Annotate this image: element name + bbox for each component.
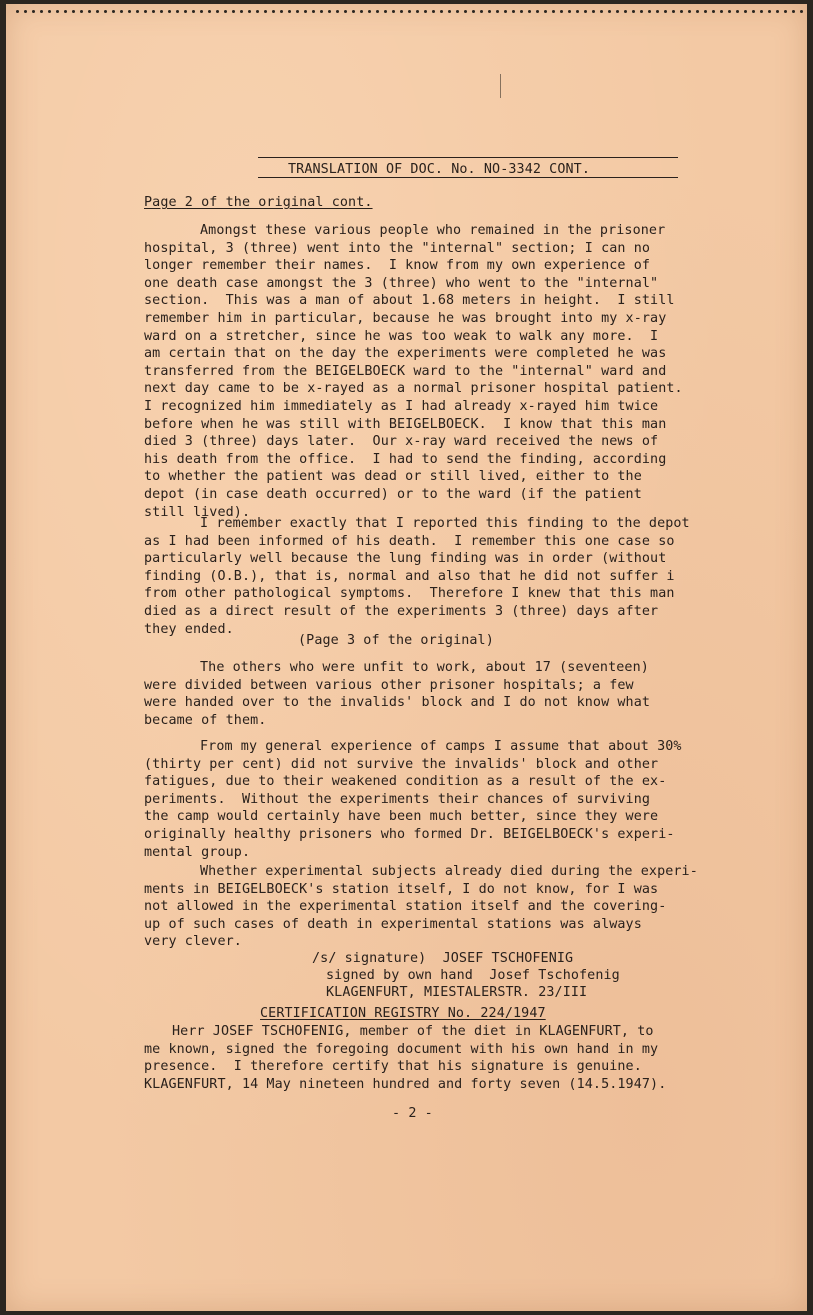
paragraph-1-line: one death case amongst the 3 (three) who went to the "internal" [144, 275, 659, 291]
perforation-hole [544, 10, 547, 13]
perforation-hole [568, 10, 571, 13]
perforation-hole [768, 10, 771, 13]
perforation-hole [168, 10, 171, 13]
perforation-hole [280, 10, 283, 13]
perforation-hole [264, 10, 267, 13]
perforation-hole [432, 10, 435, 13]
perforation-hole [392, 10, 395, 13]
perforation-hole [32, 10, 35, 13]
perforation-hole [56, 10, 59, 13]
paragraph-5-line: not allowed in the experimental station itself and the covering- [144, 899, 667, 915]
paragraph-1-line: died 3 (three) days later. Our x-ray ward received the news of [144, 434, 659, 450]
perforation-hole [312, 10, 315, 13]
certification-line: me known, signed the foregoing document with his own hand in my [144, 1041, 659, 1057]
perforation-hole [320, 10, 323, 13]
paragraph-2-line: died as a direct result of the experiments 3 (three) days after [144, 604, 659, 619]
perforation-hole [592, 10, 595, 13]
perforation-hole [88, 10, 91, 13]
page-note: Page 2 of the original cont. [144, 195, 373, 210]
perforation-hole [720, 10, 723, 13]
perforation-hole [216, 10, 219, 13]
perforation-hole [200, 10, 203, 13]
paragraph-3-line: became of them. [144, 712, 267, 728]
paragraph-4-line: periments. Without the experiments their chances of surviving [144, 791, 651, 807]
perforation-hole [600, 10, 603, 13]
perforation-hole [800, 10, 803, 13]
perforation-hole [120, 10, 123, 13]
perforation-hole [256, 10, 259, 13]
paragraph-5-line: Whether experimental subjects already died during the experi- [200, 864, 698, 879]
paragraph-4-line: From my general experience of camps I assume that about 30% [200, 739, 682, 754]
perforation-hole [472, 10, 475, 13]
perforation-hole [288, 10, 291, 13]
perforation-hole [208, 10, 211, 13]
perforation-hole [736, 10, 739, 13]
paragraph-4-line: the camp would certainly have been much better, since they were [144, 809, 659, 825]
perforation-hole [536, 10, 539, 13]
perforation-hole [368, 10, 371, 13]
perforation-hole [160, 10, 163, 13]
perforation-hole [64, 10, 67, 13]
perforation-hole [560, 10, 563, 13]
document-page [6, 4, 807, 1311]
perforation-hole [352, 10, 355, 13]
perforation-hole [328, 10, 331, 13]
perforation-hole [416, 10, 419, 13]
perforation-hole [48, 10, 51, 13]
perforation-hole [96, 10, 99, 13]
perforation-hole [440, 10, 443, 13]
perforation-hole [704, 10, 707, 13]
document-header-title: TRANSLATION OF DOC. No. NO-3342 CONT. [288, 162, 590, 177]
paragraph-2-line: particularly well because the lung finding was in order (without [144, 551, 667, 567]
perforation-hole [240, 10, 243, 13]
paragraph-1-line: next day came to be x-rayed as a normal prisoner hospital patient. [144, 381, 683, 397]
perforation-hole [552, 10, 555, 13]
perforation-hole [304, 10, 307, 13]
paragraph-4-line: fatigues, due to their weakened condition as a result of the ex- [144, 774, 667, 790]
perforation-hole [384, 10, 387, 13]
certification-line: KLAGENFURT, 14 May nineteen hundred and forty seven (14.5.1947). [144, 1076, 667, 1092]
binding-perforations [6, 4, 807, 20]
paragraph-1-line: transferred from the BEIGELBOECK ward to the "internal" ward and [144, 363, 667, 379]
perforation-hole [784, 10, 787, 13]
perforation-hole [752, 10, 755, 13]
paragraph-2-line: as I had been informed of his death. I remember this one case so [144, 533, 675, 549]
paragraph-1-line: depot (in case death occurred) or to the ward (if the patient [144, 487, 642, 502]
perforation-hole [512, 10, 515, 13]
perforation-hole [272, 10, 275, 13]
perforation-hole [584, 10, 587, 13]
perforation-hole [376, 10, 379, 13]
perforation-hole [520, 10, 523, 13]
perforation-hole [448, 10, 451, 13]
perforation-hole [760, 10, 763, 13]
paragraph-2-line: I remember exactly that I reported this finding to the depot [200, 516, 690, 531]
perforation-hole [672, 10, 675, 13]
paragraph-1-line: before when he was still with BEIGELBOECK. I know that this man [144, 416, 667, 432]
paragraph-4-line: originally healthy prisoners who formed Dr. BEIGELBOECK's experi- [144, 827, 675, 842]
perforation-hole [464, 10, 467, 13]
paragraph-4-line: mental group. [144, 844, 251, 860]
paragraph-1-line: ward on a stretcher, since he was too weak to walk any more. I [144, 328, 659, 344]
paragraph-1-line: longer remember their names. I know from my own experience of [144, 258, 651, 274]
certification-title: CERTIFICATION REGISTRY No. 224/1947 [260, 1006, 546, 1021]
paragraph-1-line: hospital, 3 (three) went into the "internal" section; I can no [144, 240, 651, 256]
perforation-hole [104, 10, 107, 13]
perforation-hole [72, 10, 75, 13]
perforation-hole [80, 10, 83, 13]
signature-line: /s/ signature) JOSEF TSCHOFENIG [312, 951, 574, 966]
perforation-hole [456, 10, 459, 13]
perforation-hole [728, 10, 731, 13]
paragraph-1-line: I recognized him immediately as I had already x-rayed him twice [144, 399, 659, 414]
signature-line: KLAGENFURT, MIESTALERSTR. 23/III [326, 985, 588, 1000]
perforation-hole [480, 10, 483, 13]
perforation-hole [248, 10, 251, 13]
paragraph-5-line: up of such cases of death in experimental stations was always [144, 916, 642, 932]
perforation-hole [224, 10, 227, 13]
perforation-hole [496, 10, 499, 13]
signature-line: signed by own hand Josef Tschofenig [326, 968, 620, 983]
paragraph-2-line: from other pathological symptoms. Therefore I knew that this man [144, 586, 675, 602]
paragraph-2-line: they ended. [144, 621, 234, 637]
perforation-hole [360, 10, 363, 13]
paragraph-1-line: section. This was a man of about 1.68 meters in height. I still [144, 293, 675, 309]
perforation-hole [176, 10, 179, 13]
paragraph-1-line: his death from the office. I had to send the finding, according [144, 451, 667, 467]
paragraph-1-line: Amongst these various people who remained in the prisoner [200, 223, 666, 238]
perforation-hole [608, 10, 611, 13]
page-3-note: (Page 3 of the original) [298, 633, 494, 648]
perforation-hole [408, 10, 411, 13]
perforation-hole [16, 10, 19, 13]
perforation-hole [152, 10, 155, 13]
perforation-hole [624, 10, 627, 13]
perforation-hole [680, 10, 683, 13]
perforation-hole [632, 10, 635, 13]
paragraph-3-line: were handed over to the invalids' block and I do not know what [144, 695, 651, 711]
perforation-hole [24, 10, 27, 13]
paragraph-5-line: ments in BEIGELBOECK's station itself, I do not know, for I was [144, 881, 659, 897]
perforation-hole [696, 10, 699, 13]
paragraph-2-line: finding (O.B.), that is, normal and also that he did not suffer i [144, 568, 675, 584]
perforation-hole [528, 10, 531, 13]
pencil-mark [500, 74, 501, 98]
perforation-hole [744, 10, 747, 13]
perforation-hole [664, 10, 667, 13]
perforation-hole [128, 10, 131, 13]
perforation-hole [400, 10, 403, 13]
certification-line: presence. I therefore certify that his signature is genuine. [144, 1059, 642, 1075]
perforation-hole [344, 10, 347, 13]
header-rule-top [258, 157, 678, 158]
perforation-hole [688, 10, 691, 13]
perforation-hole [648, 10, 651, 13]
paragraph-1-line: still lived). [144, 504, 251, 520]
perforation-hole [488, 10, 491, 13]
header-rule-bottom [258, 177, 678, 178]
certification-line: Herr JOSEF TSCHOFENIG, member of the diet in KLAGENFURT, to [172, 1024, 654, 1039]
perforation-hole [184, 10, 187, 13]
page-number: - 2 - [392, 1106, 433, 1121]
paragraph-1-line: am certain that on the day the experiments were completed he was [144, 346, 667, 362]
paragraph-1-line: to whether the patient was dead or still lived, either to the [144, 469, 642, 485]
perforation-hole [192, 10, 195, 13]
perforation-hole [792, 10, 795, 13]
perforation-hole [504, 10, 507, 13]
perforation-hole [776, 10, 779, 13]
perforation-hole [656, 10, 659, 13]
perforation-hole [640, 10, 643, 13]
perforation-hole [112, 10, 115, 13]
paragraph-3-line: The others who were unfit to work, about 17 (seventeen) [200, 660, 649, 675]
paragraph-4-line: (thirty per cent) did not survive the invalids' block and other [144, 756, 659, 772]
perforation-hole [144, 10, 147, 13]
perforation-hole [712, 10, 715, 13]
perforation-hole [576, 10, 579, 13]
perforation-hole [232, 10, 235, 13]
paragraph-1-line: remember him in particular, because he was brought into my x-ray [144, 311, 667, 326]
perforation-hole [616, 10, 619, 13]
paragraph-3-line: were divided between various other prisoner hospitals; a few [144, 677, 634, 693]
perforation-hole [296, 10, 299, 13]
paragraph-5-line: very clever. [144, 934, 242, 950]
perforation-hole [424, 10, 427, 13]
perforation-hole [40, 10, 43, 13]
perforation-hole [136, 10, 139, 13]
perforation-hole [336, 10, 339, 13]
